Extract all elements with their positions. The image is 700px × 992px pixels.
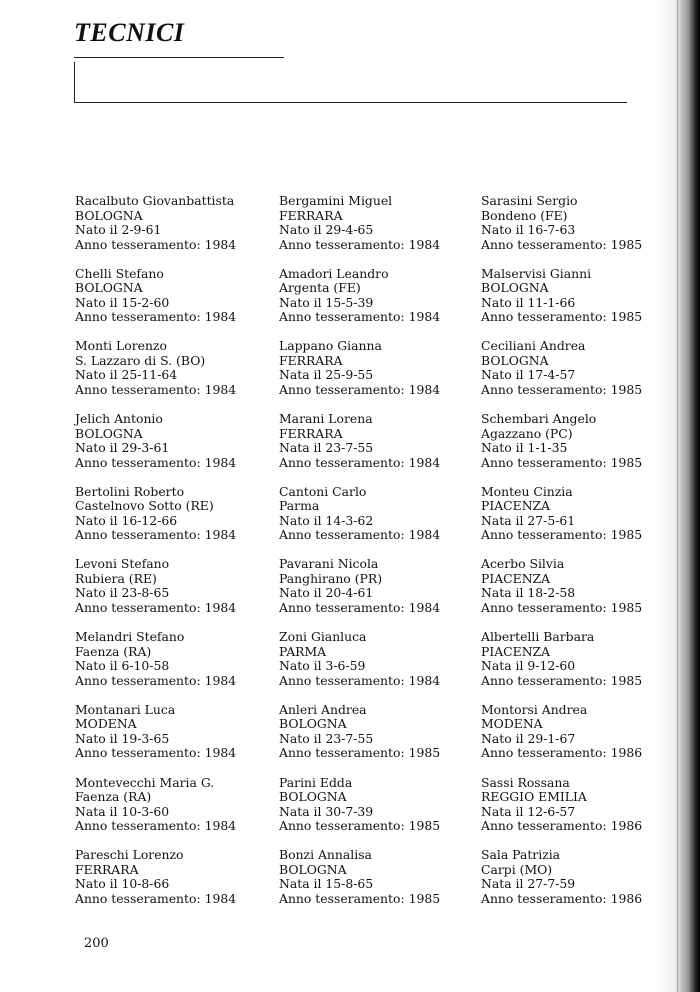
- technician-birth-date: Nato il 17-4-57: [481, 367, 576, 383]
- technician-entry: [481, 267, 671, 326]
- technician-city: Agazzano (PC): [481, 425, 573, 441]
- technician-city: PIACENZA: [481, 570, 551, 586]
- technician-name: Montanari Luca: [75, 701, 176, 717]
- technician-birth-date: Nata il 18-2-58: [481, 585, 576, 601]
- technician-registration-year: Anno tesseramento: 1985: [481, 236, 643, 252]
- technician-registration-year: Anno tesseramento: 1984: [279, 599, 441, 615]
- technician-name: Montorsi Andrea: [481, 701, 588, 717]
- technician-registration-year: Anno tesseramento: 1984: [279, 454, 441, 470]
- technician-name: Pareschi Lorenzo: [75, 847, 184, 863]
- technician-registration-year: Anno tesseramento: 1984: [75, 381, 237, 397]
- technician-city: Rubiera (RE): [75, 570, 157, 586]
- technician-entry: [75, 557, 265, 616]
- technician-birth-date: Nata il 10-3-60: [75, 803, 170, 819]
- technician-city: BOLOGNA: [279, 716, 347, 732]
- technician-registration-year: Anno tesseramento: 1985: [279, 890, 441, 906]
- technician-registration-year: Anno tesseramento: 1984: [75, 599, 237, 615]
- technician-name: Albertelli Barbara: [481, 629, 595, 645]
- technician-name: Levoni Stefano: [75, 556, 170, 572]
- technician-birth-date: Nato il 25-11-64: [75, 367, 178, 383]
- technician-birth-date: Nato il 3-6-59: [279, 658, 366, 674]
- technician-name: Anleri Andrea: [279, 701, 367, 717]
- technician-entry: [279, 267, 469, 326]
- technician-registration-year: Anno tesseramento: 1984: [279, 309, 441, 325]
- technician-city: Bondeno (FE): [481, 207, 568, 223]
- technician-city: FERRARA: [279, 352, 343, 368]
- technician-registration-year: Anno tesseramento: 1986: [481, 745, 643, 761]
- technician-registration-year: Anno tesseramento: 1984: [75, 745, 237, 761]
- technician-registration-year: Anno tesseramento: 1985: [481, 454, 643, 470]
- technician-name: Lappano Gianna: [279, 338, 382, 354]
- technician-birth-date: Nata il 30-7-39: [279, 803, 374, 819]
- technician-registration-year: Anno tesseramento: 1985: [481, 599, 643, 615]
- technician-city: S. Lazzaro di S. (BO): [75, 352, 206, 368]
- technician-city: Faenza (RA): [75, 643, 152, 659]
- technician-birth-date: Nato il 6-10-58: [75, 658, 170, 674]
- technician-birth-date: Nato il 10-8-66: [75, 876, 170, 892]
- technician-entry: [481, 485, 671, 544]
- technician-birth-date: Nato il 23-7-55: [279, 730, 374, 746]
- technician-entry: [279, 848, 469, 907]
- technician-birth-date: Nato il 29-3-61: [75, 440, 170, 456]
- technician-birth-date: Nato il 19-3-65: [75, 730, 170, 746]
- technician-city: BOLOGNA: [75, 425, 143, 441]
- technician-registration-year: Anno tesseramento: 1985: [481, 672, 643, 688]
- technician-city: PIACENZA: [481, 643, 551, 659]
- technician-city: Panghirano (PR): [279, 570, 383, 586]
- technician-registration-year: Anno tesseramento: 1984: [279, 236, 441, 252]
- technician-registration-year: Anno tesseramento: 1985: [279, 745, 441, 761]
- technician-name: Ceciliani Andrea: [481, 338, 586, 354]
- technician-city: BOLOGNA: [481, 352, 549, 368]
- technician-name: Pavarani Nicola: [279, 556, 379, 572]
- column-3: [481, 194, 671, 921]
- title-rule: [74, 57, 284, 58]
- technician-entry: [481, 339, 671, 398]
- technician-entry: [279, 557, 469, 616]
- column-1: [75, 194, 265, 921]
- technician-entry: [279, 412, 469, 471]
- technician-birth-date: Nato il 14-3-62: [279, 512, 374, 528]
- technician-registration-year: Anno tesseramento: 1984: [279, 672, 441, 688]
- technician-city: Faenza (RA): [75, 789, 152, 804]
- technician-name: Parini Edda: [279, 774, 353, 790]
- technician-name: Schembari Angelo: [481, 411, 597, 427]
- technician-city: PIACENZA: [481, 498, 551, 514]
- technician-name: Bergamini Miguel: [279, 193, 393, 208]
- technician-entry: [481, 848, 671, 907]
- technician-birth-date: Nato il 23-8-65: [75, 585, 170, 601]
- technician-birth-date: Nato il 29-1-67: [481, 730, 576, 746]
- technician-city: FERRARA: [75, 861, 139, 877]
- page-title: TECNICI: [74, 18, 185, 47]
- technician-birth-date: Nato il 16-12-66: [75, 512, 178, 528]
- technician-entry: [75, 412, 265, 471]
- technician-birth-date: Nato il 20-4-61: [279, 585, 374, 601]
- technician-registration-year: Anno tesseramento: 1985: [279, 818, 441, 833]
- technician-name: Sassi Rossana: [481, 774, 570, 790]
- technician-birth-date: Nata il 27-5-61: [481, 512, 576, 528]
- technician-name: Cantoni Carlo: [279, 483, 367, 499]
- technician-name: Sala Patrizia: [481, 847, 561, 863]
- technician-name: Jelich Antonio: [75, 411, 163, 427]
- technician-registration-year: Anno tesseramento: 1986: [481, 818, 643, 833]
- technician-city: Castelnovo Sotto (RE): [75, 498, 214, 514]
- technician-name: Monti Lorenzo: [75, 338, 167, 354]
- technician-birth-date: Nata il 12-6-57: [481, 803, 576, 819]
- technician-entry: [481, 703, 671, 762]
- technician-entry: [279, 703, 469, 762]
- technician-name: Melandri Stefano: [75, 629, 185, 645]
- technician-birth-date: Nata il 25-9-55: [279, 367, 374, 383]
- technician-city: Argenta (FE): [279, 280, 361, 296]
- technician-birth-date: Nato il 16-7-63: [481, 222, 576, 237]
- technician-birth-date: Nato il 15-5-39: [279, 294, 374, 310]
- page-number: 200: [84, 936, 109, 951]
- technician-city: BOLOGNA: [279, 861, 347, 877]
- technician-entry: [279, 630, 469, 689]
- technician-entry: [75, 776, 265, 835]
- technician-city: MODENA: [75, 716, 137, 732]
- technician-birth-date: Nato il 11-1-66: [481, 294, 576, 310]
- technician-birth-date: Nato il 29-4-65: [279, 222, 374, 237]
- technician-registration-year: Anno tesseramento: 1984: [75, 454, 237, 470]
- technician-city: BOLOGNA: [481, 280, 549, 296]
- technician-entry: [481, 557, 671, 616]
- technician-entry: [75, 194, 265, 253]
- technician-entry: [279, 339, 469, 398]
- technician-city: BOLOGNA: [75, 207, 143, 223]
- technician-registration-year: Anno tesseramento: 1985: [481, 309, 643, 325]
- technician-registration-year: Anno tesseramento: 1984: [75, 309, 237, 325]
- technician-birth-date: Nata il 27-7-59: [481, 876, 576, 892]
- technician-registration-year: Anno tesseramento: 1984: [75, 527, 237, 543]
- technician-registration-year: Anno tesseramento: 1984: [279, 527, 441, 543]
- technician-name: Amadori Leandro: [279, 265, 389, 281]
- technician-city: PARMA: [279, 643, 327, 659]
- technician-entry: [481, 194, 671, 253]
- technician-city: Carpi (MO): [481, 861, 553, 877]
- technician-city: FERRARA: [279, 425, 343, 441]
- technician-name: Malservisi Gianni: [481, 265, 592, 281]
- technician-entry: [279, 485, 469, 544]
- technician-name: Zoni Gianluca: [279, 629, 367, 645]
- technician-entry: [279, 776, 469, 835]
- technician-name: Racalbuto Giovanbattista: [75, 193, 235, 208]
- technician-city: MODENA: [481, 716, 543, 732]
- technician-name: Monteu Cinzia: [481, 483, 573, 499]
- technician-entry: [75, 267, 265, 326]
- technician-entry: [279, 194, 469, 253]
- title-box: [74, 62, 627, 103]
- technician-registration-year: Anno tesseramento: 1985: [481, 381, 643, 397]
- technician-registration-year: Anno tesseramento: 1984: [279, 381, 441, 397]
- technician-name: Acerbo Silvia: [481, 556, 565, 572]
- technician-city: BOLOGNA: [279, 789, 347, 804]
- technician-entry: [75, 848, 265, 907]
- technician-entry: [75, 485, 265, 544]
- book-binding-line: [677, 0, 678, 992]
- technician-entry: [75, 630, 265, 689]
- technician-birth-date: Nato il 2-9-61: [75, 222, 162, 237]
- technician-birth-date: Nata il 23-7-55: [279, 440, 374, 456]
- technician-birth-date: Nato il 15-2-60: [75, 294, 170, 310]
- technician-name: Chelli Stefano: [75, 265, 164, 281]
- technician-registration-year: Anno tesseramento: 1984: [75, 236, 237, 252]
- technician-city: Parma: [279, 498, 320, 514]
- technician-entry: [481, 630, 671, 689]
- technician-birth-date: Nato il 1-1-35: [481, 440, 568, 456]
- technician-name: Bertolini Roberto: [75, 483, 185, 499]
- technician-name: Sarasini Sergio: [481, 193, 578, 208]
- technician-birth-date: Nata il 15-8-65: [279, 876, 374, 892]
- technician-registration-year: Anno tesseramento: 1986: [481, 890, 643, 906]
- technician-entry: [481, 412, 671, 471]
- technician-name: Marani Lorena: [279, 411, 373, 427]
- technician-registration-year: Anno tesseramento: 1984: [75, 672, 237, 688]
- technician-entry: [481, 776, 671, 835]
- technician-city: REGGIO EMILIA: [481, 789, 587, 804]
- technician-name: Montevecchi Maria G.: [75, 774, 215, 790]
- technician-registration-year: Anno tesseramento: 1984: [75, 818, 237, 833]
- technician-city: BOLOGNA: [75, 280, 143, 296]
- technician-city: FERRARA: [279, 207, 343, 223]
- technician-birth-date: Nata il 9-12-60: [481, 658, 576, 674]
- technician-name: Bonzi Annalisa: [279, 847, 372, 863]
- technician-entry: [75, 703, 265, 762]
- technician-registration-year: Anno tesseramento: 1985: [481, 527, 643, 543]
- column-2: [279, 194, 469, 921]
- technician-entry: [75, 339, 265, 398]
- technician-registration-year: Anno tesseramento: 1984: [75, 890, 237, 906]
